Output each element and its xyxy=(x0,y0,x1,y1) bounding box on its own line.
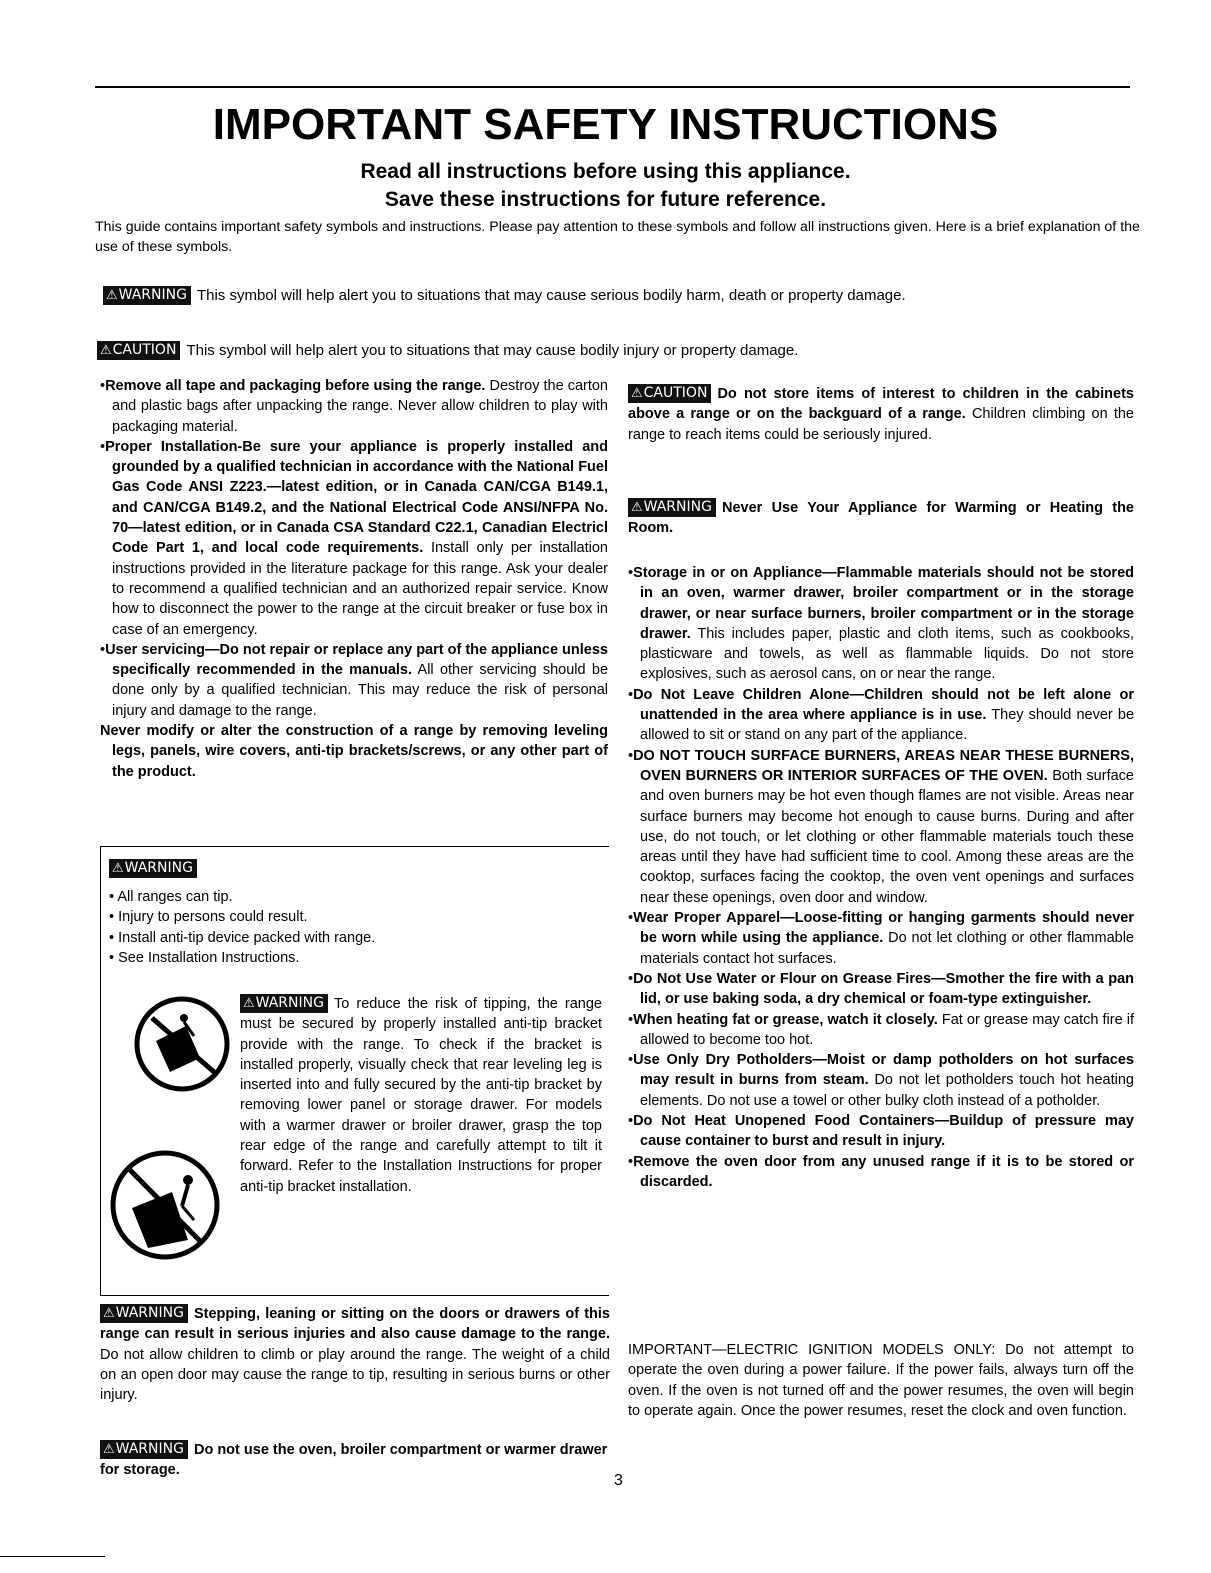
warming-warning: ⚠WARNING Never Use Your Appliance for Warming or Heating the Room. xyxy=(628,499,1134,537)
warning-symbol-explanation: ⚠WARNING This symbol will help alert you to situations that may cause serious bodily harm, death or property damage. xyxy=(103,286,906,306)
list-item: •Use Only Dry Potholders—Moist or damp potholders on hot surfaces may result in burns from steam. Do not let potholders touch hot heating elements. Do not use a towel or other bulky cloth instead of a potholder. xyxy=(628,1052,1134,1109)
children-caution: ⚠CAUTION Do not store items of interest to children in the cabinets above a range or on the backguard of a range. Children climbing on the range to reach items could be seriously injured. xyxy=(628,385,1134,443)
list-item: • Injury to persons could result. xyxy=(109,909,308,926)
subtitle-save: Save these instructions for future reference. xyxy=(384,188,827,211)
warning-triangle-icon: ⚠ xyxy=(103,1442,115,1457)
warning-triangle-icon: ⚠ xyxy=(112,861,124,876)
list-item: •When heating fat or grease, watch it closely. Fat or grease may catch fire if allowed to become too hot. xyxy=(628,1011,1134,1048)
warning-triangle-icon: ⚠ xyxy=(100,343,112,358)
right-column xyxy=(628,563,1134,1192)
page-title: IMPORTANT SAFETY INSTRUCTIONS xyxy=(212,100,999,149)
warning-triangle-icon: ⚠ xyxy=(631,500,643,515)
footer-rule xyxy=(0,1556,105,1557)
list-item: •Proper Installation-Be sure your appliance is properly installed and grounded by a qualified technician in accordance with the National Fuel Gas Code ANSI Z223.—latest edition, or in Canada CAN/CGA B149.1, and CAN/CGA B149.2, and the National Electrical Code ANSI/NFPA No. 70—latest edition, or in Canada CSA Standard C22.1, Canadian Electricl Code Part 1, and local code requirements. Install only per installation instructions provided in the literature package for this range. Ask your dealer to recommend a qualified technician and an authorized repair service. Know how to disconnect the power to the range at the circuit breaker or fuse box in case of an emergency. xyxy=(100,438,608,638)
warning-triangle-icon: ⚠ xyxy=(103,1306,115,1321)
warning-badge: ⚠WARNING xyxy=(100,1304,188,1323)
storage-warning: ⚠WARNING Do not use the oven, broiler compartment or warmer drawer for storage. xyxy=(100,1441,608,1479)
range-tipping-prohibited-icon xyxy=(134,996,230,1092)
tip-warning-list xyxy=(109,887,375,968)
list-item: •Remove all tape and packaging before using the range. Destroy the carton and plastic bags after unpacking the range. Never allow children to play with packaging material. xyxy=(100,378,608,435)
top-rule xyxy=(95,86,1130,88)
list-item: •Do Not Use Water or Flour on Grease Fires—Smother the fire with a pan lid, or use baking soda, a dry chemical or foam-type extinguisher. xyxy=(628,970,1134,1008)
caution-symbol-explanation: ⚠CAUTION This symbol will help alert you to situations that may cause bodily injury or property damage. xyxy=(97,341,798,361)
list-item: •Storage in or on Appliance—Flammable materials should not be stored in an oven, warmer drawer, broiler compartment or in the storage drawer, or near surface burners, broiler compartment or in the storage drawer. This includes paper, plastic and cloth items, such as cookbooks, plasticware and towels, as well as flammable liquids. Do not store explosives, such as aerosol cans, on or near the range. xyxy=(628,565,1134,683)
child-on-door-prohibited-icon xyxy=(110,1148,220,1263)
list-item: •DO NOT TOUCH SURFACE BURNERS, AREAS NEAR THESE BURNERS, OVEN BURNERS OR INTERIOR SURFACES OF THE OVEN. Both surface and oven burners may be hot even though flames are not visible. Areas near surface burners may become hot enough to cause burns. During and after use, do not touch, or let clothing or other flammable materials touch these areas until they have had sufficient time to cool. Among these areas are the cooktop, surfaces facing the cooktop, the oven vent openings and surfaces near these openings, oven door and window. xyxy=(628,747,1134,906)
warning-badge: ⚠WARNING xyxy=(103,286,191,305)
list-item: •Remove the oven door from any unused range if it is to be stored or discarded. xyxy=(628,1153,1134,1190)
subtitle-read: Read all instructions before using this appliance. xyxy=(360,160,851,183)
page-number: 3 xyxy=(614,1472,623,1489)
list-item: •Do Not Leave Children Alone—Children should not be left alone or unattended in the area where appliance is in use. They should never be allowed to sit or stand on any part of the appliance. xyxy=(628,686,1135,744)
warning-badge: ⚠WARNING xyxy=(628,498,716,517)
left-column xyxy=(100,376,608,782)
ignition-lead: IMPORTANT—ELECTRIC IGNITION MODELS ONLY: xyxy=(628,1342,996,1358)
list-item: Never modify or alter the construction of a range by removing leveling legs, panels, wire covers, anti-tip brackets/screws, or any other part of the product. xyxy=(100,723,608,780)
caution-badge: ⚠CAUTION xyxy=(628,384,711,403)
list-item: •Wear Proper Apparel—Loose-fitting or hanging garments should never be worn while using the appliance. Do not let clothing or other flammable materials contact hot surfaces. xyxy=(628,910,1134,967)
warning-triangle-icon: ⚠ xyxy=(243,996,255,1011)
list-item: • Install anti-tip device packed with range. xyxy=(109,929,376,946)
anti-tip-instructions: ⚠WARNING To reduce the risk of tipping, the range must be secured by properly installed anti-tip bracket provide with the range. To check if the bracket is installed properly, visually check that rear leveling leg is inserted into and fully secured by the anti-tip bracket by removing lower panel or storage drawer. For models with a warmer drawer or broiler drawer, grasp the top rear edge of the range and carefully attempt to tilt it forward. Refer to the Installation Instructions for proper anti-tip bracket installation. xyxy=(240,995,602,1195)
ignition-note: IMPORTANT—ELECTRIC IGNITION MODELS ONLY: Do not attempt to operate the oven during a power failure. If the power fails, always turn off the oven. If the oven is not turned off and the power resumes, the oven will begin to operate again. Once the power resumes, reset the clock and oven function. xyxy=(628,1342,1134,1419)
warning-badge: ⚠WARNING xyxy=(240,994,328,1013)
list-item: • See Installation Instructions. xyxy=(109,949,300,966)
warning-badge: ⚠WARNING xyxy=(100,1440,188,1459)
list-item: •User servicing—Do not repair or replace any part of the appliance unless specifically recommended in the manuals. All other servicing should be done only by a qualified technician. This may reduce the risk of personal injury and damage to the range. xyxy=(100,641,609,719)
warning-triangle-icon: ⚠ xyxy=(631,386,643,401)
caution-badge: ⚠CAUTION xyxy=(97,341,180,360)
stepping-warning: ⚠WARNING Stepping, leaning or sitting on the doors or drawers of this range can result in serious injuries and also cause damage to the range. Do not allow children to climb or play around the range. The weight of a child on an open door may cause the range to tip, resulting in serious burns or other injury. xyxy=(100,1305,610,1404)
warning-triangle-icon: ⚠ xyxy=(106,288,118,303)
list-item: • All ranges can tip. xyxy=(109,889,233,905)
warning-badge: ⚠WARNING xyxy=(109,859,197,878)
intro-paragraph: This guide contains important safety symbols and instructions. Please pay attention to these symbols and follow all instructions given. Here is a brief explanation of the use of these symbols. xyxy=(95,219,1140,255)
list-item: •Do Not Heat Unopened Food Containers—Buildup of pressure may cause container to burst and result in injury. xyxy=(628,1113,1134,1150)
